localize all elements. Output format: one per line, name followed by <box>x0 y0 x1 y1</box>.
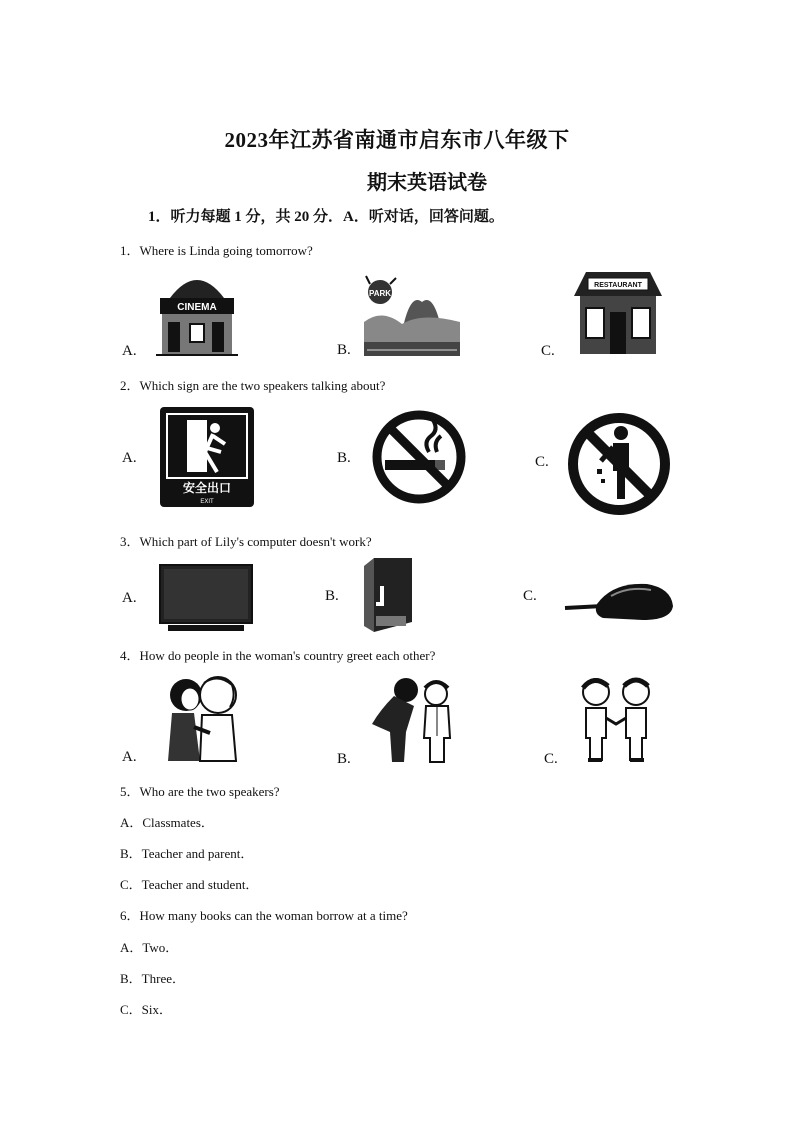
handshake-greeting-icon <box>574 674 658 764</box>
choice-5c: C．Teacher and student． <box>120 877 259 892</box>
exit-sign-subtext: EXIT <box>200 499 214 505</box>
option-letter-1a: A. <box>122 343 137 359</box>
question-text: Which sign are the two speakers talking about? <box>139 378 386 393</box>
restaurant-sign-text: RESTAURANT <box>594 282 642 289</box>
exit-sign-icon <box>159 406 255 508</box>
bowing-greeting-icon <box>364 676 462 764</box>
restaurant-building-icon <box>570 268 666 356</box>
question-number: 1． <box>120 243 140 258</box>
question-text: How do people in the woman's country greet each other? <box>139 648 436 663</box>
question-3 <box>120 531 372 550</box>
option-letter-2a: A. <box>122 450 137 466</box>
question-1 <box>120 240 313 259</box>
option-letter-1c: C. <box>541 343 555 359</box>
cheek-kiss-greeting-icon <box>164 673 240 763</box>
question-number: 4． <box>120 648 140 663</box>
no-littering-sign-icon <box>565 411 673 517</box>
computer-mouse-icon <box>563 578 675 622</box>
choice-6b: B．Three． <box>120 971 185 986</box>
option-letter-2b: B. <box>337 450 351 466</box>
cinema-building-icon <box>156 268 238 356</box>
question-number: 2． <box>120 378 140 393</box>
option-letter-3c: C. <box>523 588 537 604</box>
option-letter-4c: C. <box>544 751 558 767</box>
option-letter-4b: B. <box>337 751 351 767</box>
exam-title-line-2: 期末英语试卷 <box>367 172 487 194</box>
exam-title-line-1: 2023年江苏省南通市启东市八年级下 <box>224 128 570 152</box>
choice-5a: A．Classmates． <box>120 815 214 830</box>
question-5 <box>120 781 280 800</box>
option-letter-3b: B. <box>325 588 339 604</box>
computer-tower-icon <box>362 556 414 634</box>
option-letter-2c: C. <box>535 454 549 470</box>
monitor-icon <box>158 563 254 635</box>
option-letter-3a: A. <box>122 590 137 606</box>
question-text: How many books can the woman borrow at a time? <box>139 908 408 923</box>
question-6 <box>120 905 408 924</box>
question-text: Where is Linda going tomorrow? <box>139 243 313 258</box>
park-sign-text: PARK <box>368 289 392 298</box>
question-2 <box>120 375 385 394</box>
choice-6a: A．Two． <box>120 940 179 955</box>
question-number: 6． <box>120 908 140 923</box>
question-text: Which part of Lily's computer doesn't work? <box>139 534 372 549</box>
question-number: 3． <box>120 534 140 549</box>
park-icon <box>362 272 462 358</box>
exit-sign-text: 安全出口 <box>182 481 232 495</box>
cinema-sign-text: CINEMA <box>177 302 217 313</box>
section-heading: 1．听力每题 1 分，共 20 分．A．听对话，回答问题。 <box>148 209 504 225</box>
option-letter-1b: B. <box>337 342 351 358</box>
question-text: Who are the two speakers? <box>139 784 280 799</box>
option-letter-4a: A. <box>122 749 137 765</box>
choice-5b: B．Teacher and parent． <box>120 846 254 861</box>
question-4 <box>120 645 435 664</box>
choice-6c: C．Six． <box>120 1002 173 1017</box>
question-number: 5． <box>120 784 140 799</box>
no-smoking-sign-icon <box>371 406 467 508</box>
